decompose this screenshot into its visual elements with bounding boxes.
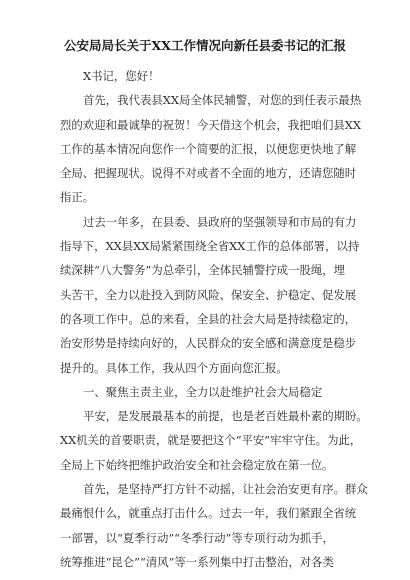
body-line: XX机关的首要职责，就是要把这个“平安”牢牢守住。为此， <box>60 433 362 448</box>
body-line: 治安形势是持续向好的，人民群众的安全感和满意度是稳步 <box>60 336 357 351</box>
body-line: 的各项工作中。总的来看，全县的社会大局是持续稳定的， <box>60 311 357 326</box>
body-line: 平安，是发展最基本的前提，也是老百姓最朴素的期盼。 <box>83 409 368 424</box>
body-line: 一部署，以“夏季行动”“冬季行动”等专项行动为抓手， <box>60 530 334 545</box>
body-line: 工作的基本情况向您作一个简要的汇报，以便您更快地了解 <box>60 141 357 156</box>
body-line: 头苦干，全力以赴投入到防风险、保安全、护稳定、促发展 <box>60 287 357 302</box>
body-line: 最痛恨什么，就重点打击什么。过去一年，我们紧跟全省统 <box>60 506 357 521</box>
body-line: 续深耕“八大警务”为总牵引，全体民辅警拧成一股绳，埋 <box>60 263 346 278</box>
body-line: 指导下，XX县XX局紧紧围绕全省XX工作的总体部署，以持 <box>60 239 360 254</box>
body-line: X书记，您好！ <box>83 69 160 83</box>
document-body <box>60 64 368 574</box>
body-line: 一、聚焦主责主业，全力以赴维护社会大局稳定 <box>83 384 323 399</box>
body-line: 指正。 <box>60 190 95 205</box>
body-line: 统筹推进“昆仑”“清风”等一系列集中打击整治，对各类 <box>60 554 334 569</box>
body-line: 首先，我代表县XX局全体民辅警，对您的到任表示最热 <box>83 93 362 108</box>
body-line: 全局上下始终把维护政治安全和社会稳定放在第一位。 <box>60 457 334 472</box>
body-line: 首先，是坚持严打方针不动摇，让社会治安更有序。群众 <box>83 482 368 497</box>
body-line: 全局、把握现状。说得不对或者不全面的地方，还请您随时 <box>60 166 357 181</box>
document-title: 公安局局长关于XX工作情况向新任县委书记的汇报 <box>64 38 346 53</box>
body-line: 过去一年多，在县委、县政府的坚强领导和市局的有力 <box>83 214 357 229</box>
body-line: 烈的欢迎和最诚挚的祝贺！今天借这个机会，我把咱们县XX <box>60 117 361 132</box>
body-line: 提升的。具体工作，我从四个方面向您汇报。 <box>60 360 288 375</box>
